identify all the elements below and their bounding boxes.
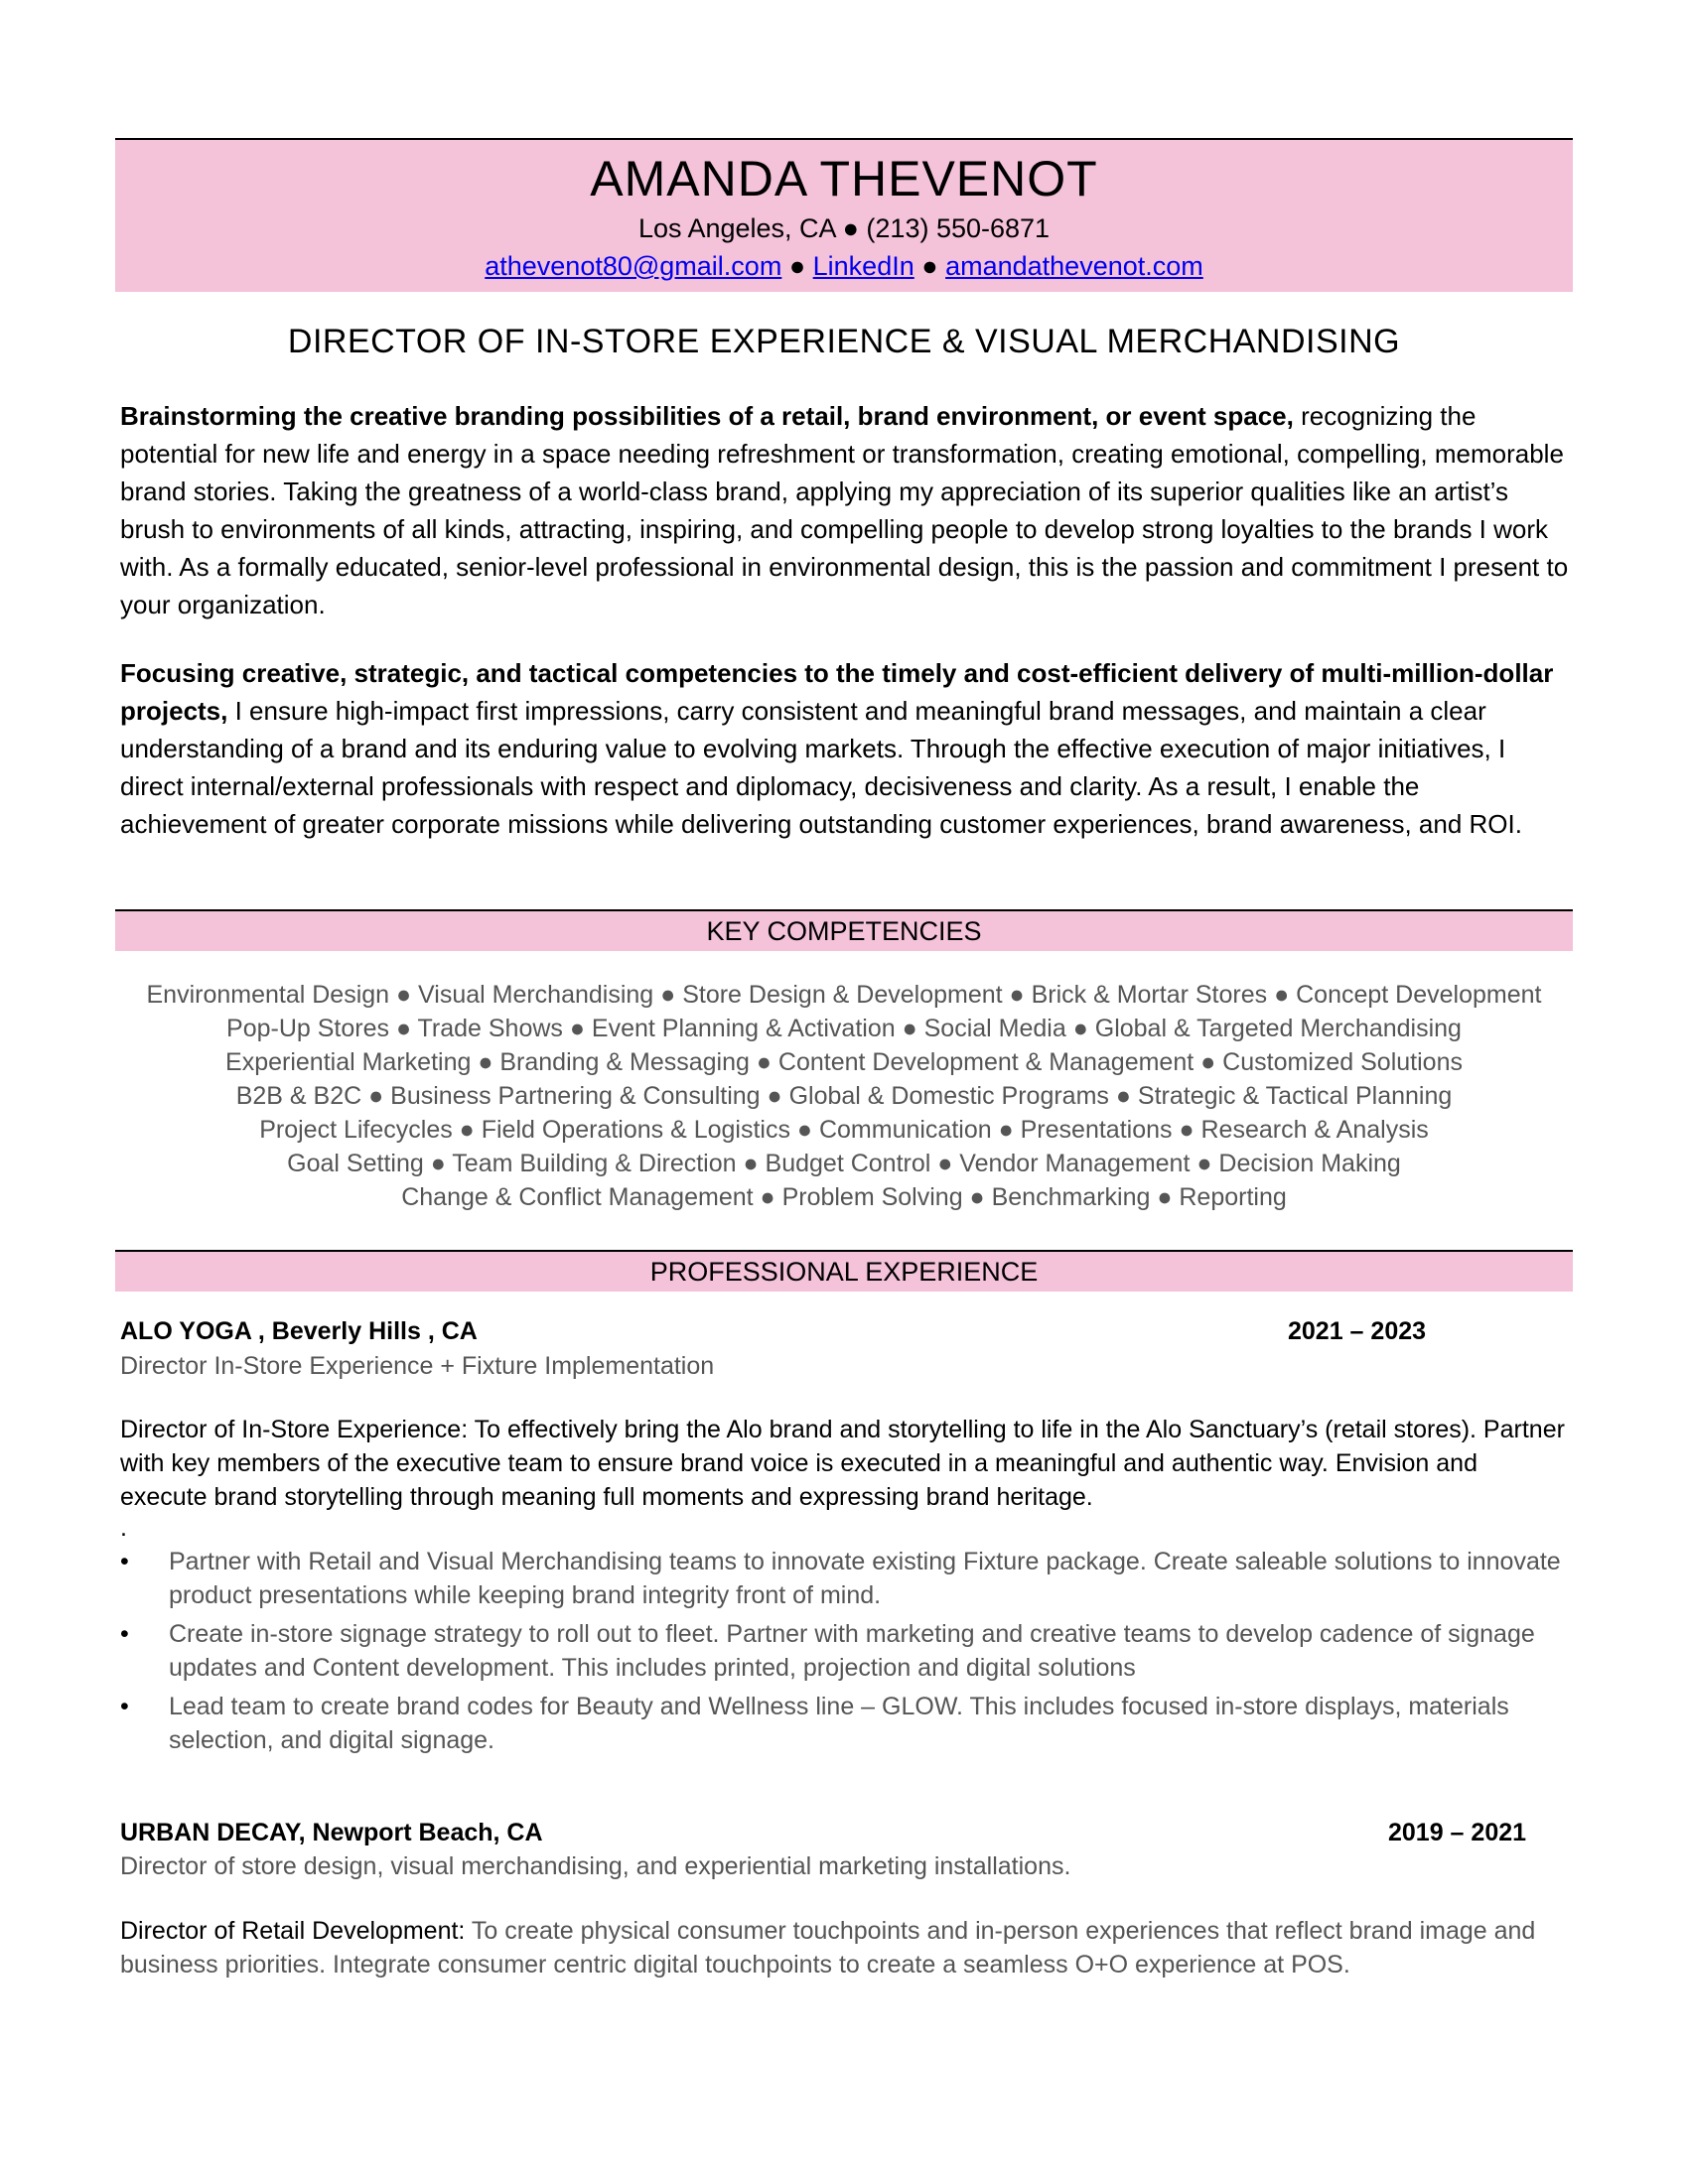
- bullet-icon: •: [120, 1693, 129, 1720]
- list-item: [120, 1617, 1570, 1685]
- section-title-competencies: KEY COMPETENCIES: [115, 909, 1573, 951]
- job-dates: 2019 – 2021: [1388, 1819, 1527, 1846]
- job-description: [120, 1914, 1570, 1981]
- summary-lead: Brainstorming the creative branding possibilities of a retail, brand environment, or event space,: [120, 401, 1294, 431]
- competency-line: Experiential Marketing ● Branding & Messaging ● Content Development & Management ● Customized Solutions: [225, 1048, 1463, 1076]
- website-link[interactable]: amandathevenot.com: [945, 251, 1203, 281]
- separator-dot: ●: [921, 251, 938, 281]
- separator-dot: ●: [788, 251, 806, 281]
- list-item: [120, 1690, 1570, 1757]
- contact-line-location: [115, 209, 1573, 247]
- competency-line: Pop-Up Stores ● Trade Shows ● Event Planning & Activation ● Social Media ● Global & Targeted Merchandising: [226, 1015, 1462, 1042]
- job-company: ALO YOGA , Beverly Hills , CA: [120, 1317, 478, 1345]
- linkedin-link[interactable]: LinkedIn: [812, 251, 914, 281]
- bullet-text: Partner with Retail and Visual Merchandising teams to innovate existing Fixture package. Create saleable solutions to innovate product presentations while keeping brand integrity front of mind.: [169, 1548, 1561, 1609]
- bullet-text: Lead team to create brand codes for Beauty and Wellness line – GLOW. This includes focused in-store displays, materials selection, and digital signage.: [169, 1693, 1509, 1754]
- summary-paragraph: [120, 397, 1570, 623]
- summary-paragraph: [120, 654, 1570, 843]
- competency-line: Change & Conflict Management ● Problem Solving ● Benchmarking ● Reporting: [401, 1183, 1287, 1211]
- candidate-name: AMANDA THEVENOT: [590, 151, 1098, 206]
- contact-line-links: [115, 247, 1573, 285]
- job-bullet-list: [120, 1545, 1570, 1762]
- job-description: [120, 1413, 1570, 1514]
- bullet-icon: •: [120, 1620, 129, 1648]
- job-title: Director of store design, visual merchandising, and experiential marketing installations.: [120, 1852, 1071, 1880]
- job-company: URBAN DECAY, Newport Beach, CA: [120, 1819, 543, 1846]
- list-item: [120, 1545, 1570, 1612]
- summary-body: recognizing the potential for new life and energy in a space needing refreshment or transformation, creating emotional, compelling, memorable brand stories. Taking the greatness of a world-class brand, applying my appreciation of its superior qualities like an artist’s brush to environments of all kinds, attracting, inspiring, and compelling people to develop strong loyalties to the brands I work with. As a formally educated, senior-level professional in environmental design, this is the passion and commitment I present to your organization.: [120, 401, 1569, 619]
- competency-line: B2B & B2C ● Business Partnering & Consulting ● Global & Domestic Programs ● Strategic & Tactical Planning: [235, 1082, 1453, 1110]
- job-dates: 2021 – 2023: [1288, 1317, 1427, 1345]
- job-description-lead: Director of Retail Development:: [120, 1917, 466, 1945]
- competencies-list: [115, 978, 1573, 1214]
- location: Los Angeles, CA: [637, 213, 836, 243]
- section-title-experience: PROFESSIONAL EXPERIENCE: [115, 1250, 1573, 1292]
- job-description-body: To effectively bring the Alo brand and storytelling to life in the Alo Sanctuary’s (retail stores). Partner with key members of the executive team to ensure brand voice is executed in a meaningful and authentic way. Envision and execute brand storytelling through meaning full moments and expressing brand heritage.: [120, 1416, 1565, 1511]
- job-description-body: To create physical consumer touchpoints and in-person experiences that reflect brand image and business priorities. Integrate consumer centric digital touchpoints to create a seamless O+O experience at POS.: [120, 1917, 1536, 1979]
- resume-header: [115, 138, 1573, 292]
- separator-dot: ●: [842, 213, 859, 243]
- summary-lead: Focusing creative, strategic, and tactical competencies to the timely and cost-efficient delivery of multi-million-dollar projects,: [120, 658, 1554, 726]
- stray-period: .: [120, 1514, 127, 1542]
- competency-line: Environmental Design ● Visual Merchandising ● Store Design & Development ● Brick & Mortar Stores ● Concept Development: [146, 981, 1542, 1009]
- job-title: Director In-Store Experience + Fixture Implementation: [120, 1352, 715, 1380]
- email-link[interactable]: athevenot80@gmail.com: [485, 251, 782, 281]
- competency-line: Goal Setting ● Team Building & Direction ● Budget Control ● Vendor Management ● Decision Making: [287, 1150, 1401, 1177]
- professional-headline: DIRECTOR OF IN-STORE EXPERIENCE & VISUAL MERCHANDISING: [287, 323, 1401, 360]
- bullet-text: Create in-store signage strategy to roll out to fleet. Partner with marketing and creative teams to develop cadence of signage updates and Content development. This includes printed, projection and digital solutions: [169, 1620, 1535, 1682]
- bullet-icon: •: [120, 1548, 129, 1575]
- competency-line: Project Lifecycles ● Field Operations & Logistics ● Communication ● Presentations ● Research & Analysis: [259, 1116, 1429, 1144]
- job-description-lead: Director of In-Store Experience:: [120, 1416, 469, 1443]
- summary-body: I ensure high-impact first impressions, carry consistent and meaningful brand messages, and maintain a clear understanding of a brand and its enduring value to evolving markets. Through the effective execution of major initiatives, I direct internal/external professionals with respect and diplomacy, decisiveness and clarity. As a result, I enable the achievement of greater corporate missions while delivering outstanding customer experiences, brand awareness, and ROI.: [120, 696, 1522, 839]
- phone: (213) 550-6871: [866, 213, 1051, 243]
